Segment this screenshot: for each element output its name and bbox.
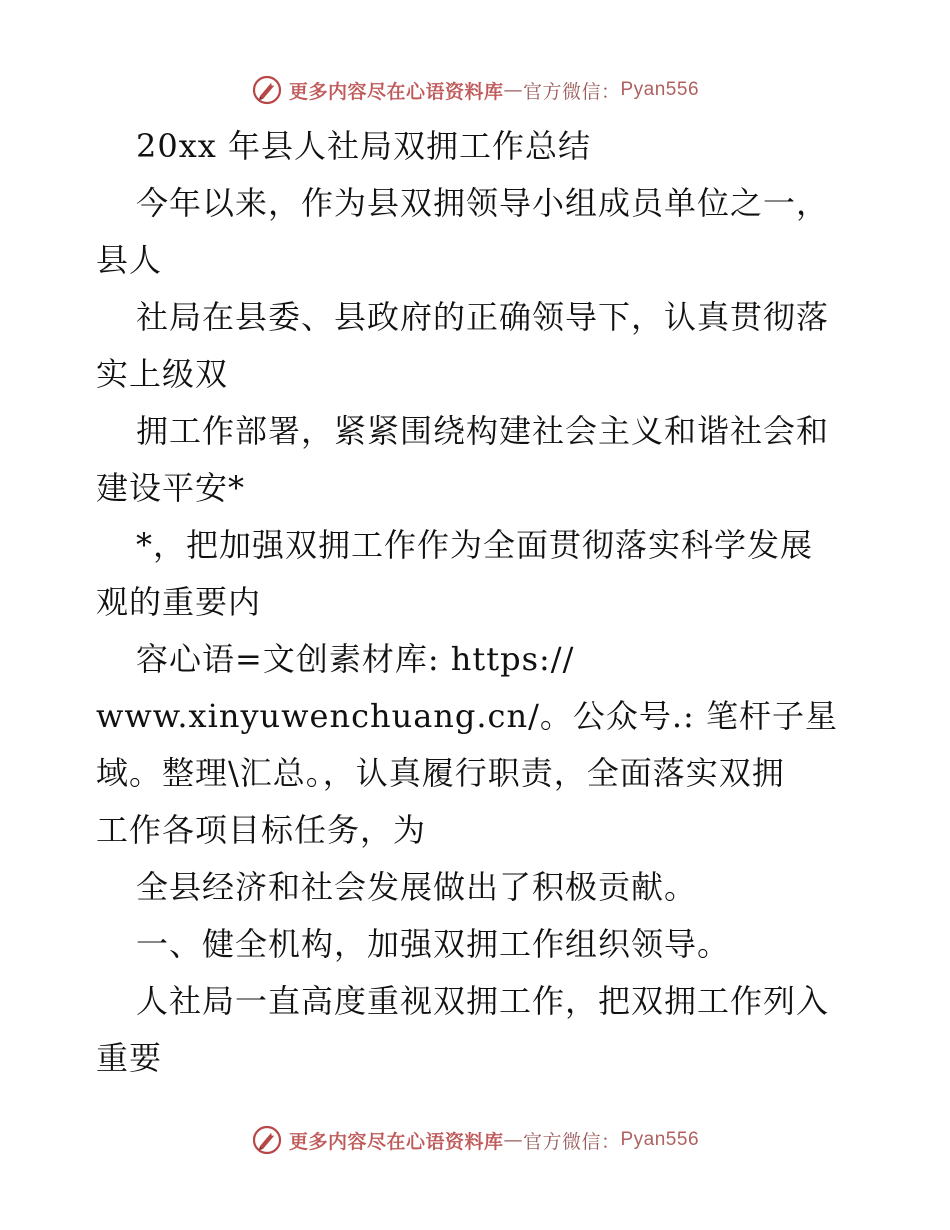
banner-wechat-id: Pyan556 xyxy=(620,79,700,100)
paragraph-line: 人社局一直高度重视双拥工作，把双拥工作列入 xyxy=(136,982,830,1020)
pen-logo-icon xyxy=(251,74,283,106)
banner-main-text: 更多内容尽在心语资料库 xyxy=(288,80,504,103)
banner-separator: — xyxy=(503,79,523,101)
paragraph-line: 域。整理\汇总。，认真履行职责，全面落实双拥 xyxy=(96,754,785,792)
paragraph-line: 重要 xyxy=(96,1039,163,1077)
paragraph-line: www.xinyuwenchuang.cn/。公众号.: 笔杆子星 xyxy=(96,697,838,735)
section-heading: 一、健全机构，加强双拥工作组织领导。 xyxy=(136,925,731,963)
paragraph-line: 建设平安* xyxy=(96,469,246,507)
paragraph-line: *，把加强双拥工作作为全面贯彻落实科学发展 xyxy=(136,526,814,564)
paragraph-line: 容心语=文创素材库: https:// xyxy=(136,640,575,678)
paragraph-line: 今年以来，作为县双拥领导小组成员单位之一， xyxy=(136,184,830,222)
banner-wechat-id: Pyan556 xyxy=(620,1129,700,1150)
banner-main-text: 更多内容尽在心语资料库 xyxy=(288,1130,504,1153)
document-body xyxy=(96,118,866,1087)
banner-sub-text: 官方微信： xyxy=(522,1130,621,1153)
document-title: 20xx 年县人社局双拥工作总结 xyxy=(136,127,591,165)
paragraph-line: 实上级双 xyxy=(96,355,229,393)
paragraph-line: 社局在县委、县政府的正确领导下，认真贯彻落 xyxy=(136,298,830,336)
banner-sub-text: 官方微信： xyxy=(522,80,621,103)
header-banner xyxy=(0,70,950,110)
pen-logo-icon xyxy=(251,1124,283,1156)
paragraph-line: 工作各项目标任务，为 xyxy=(96,811,427,849)
footer-banner xyxy=(0,1120,950,1160)
paragraph-line: 全县经济和社会发展做出了积极贡献。 xyxy=(136,868,698,906)
paragraph-line: 拥工作部署，紧紧围绕构建社会主义和谐社会和 xyxy=(136,412,830,450)
banner-separator: — xyxy=(503,1129,523,1151)
paragraph-line: 县人 xyxy=(96,241,163,279)
paragraph-line: 观的重要内 xyxy=(96,583,262,621)
